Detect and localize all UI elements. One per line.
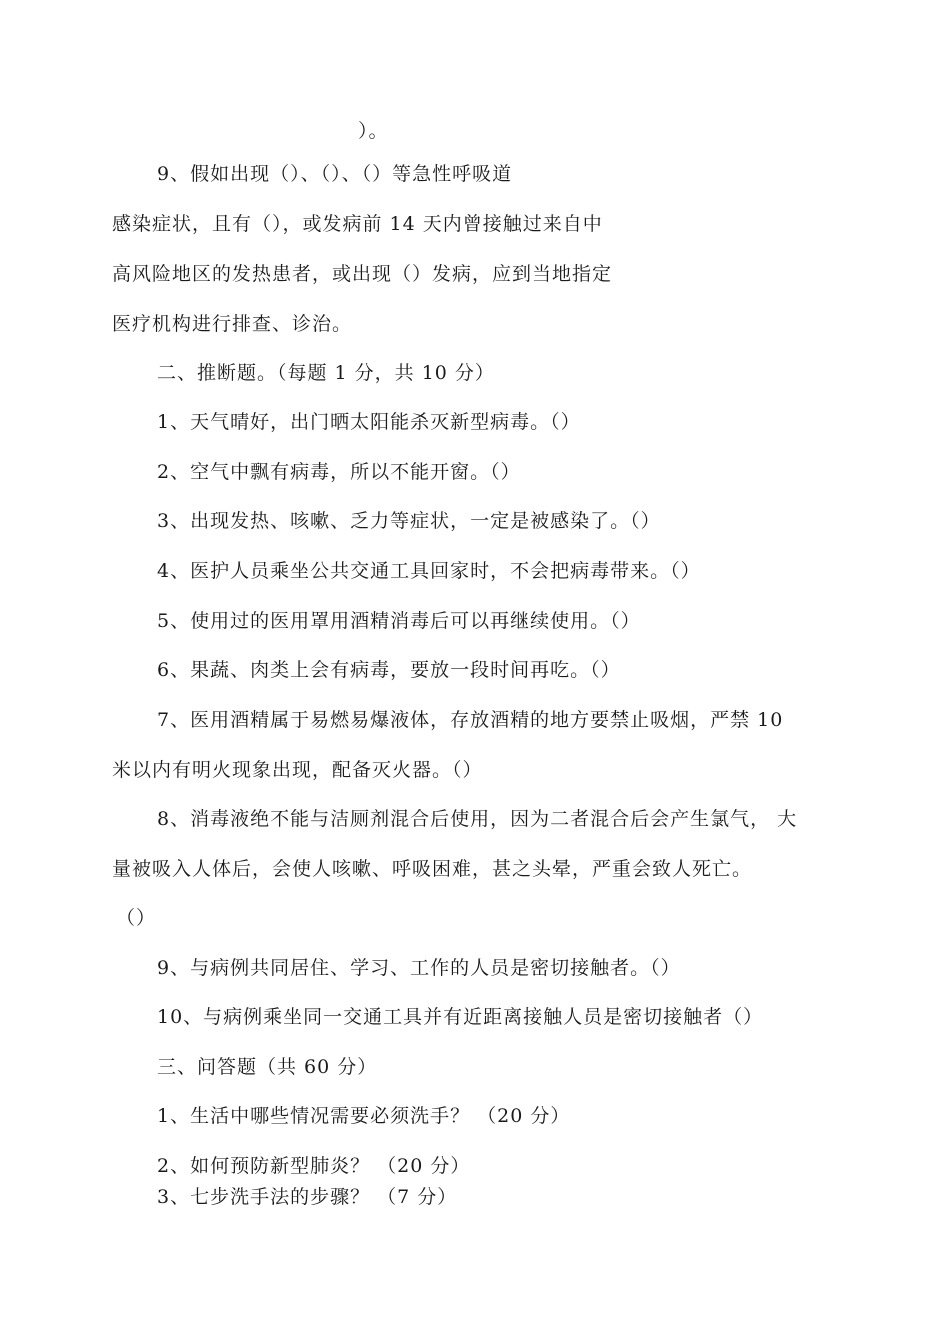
fill-in-q9-line3: 高风险地区的发热患者，或出现（）发病，应到当地指定: [112, 263, 613, 285]
tf-question-8-line1: 8、消毒液绝不能与洁厕剂混合后使用，因为二者混合后会产生氯气， 大: [157, 808, 798, 830]
qa-question-3: 3、七步洗手法的步骤？ （7 分）: [157, 1186, 458, 1208]
tf-question-9: 9、与病例共同居住、学习、工作的人员是密切接触者。（）: [157, 957, 681, 979]
section-heading-true-false: 二、推断题。（每题 1 分，共 10 分）: [157, 362, 495, 384]
qa-question-1: 1、生活中哪些情况需要必须洗手？ （20 分）: [157, 1105, 571, 1127]
qa-question-2: 2、如何预防新型肺炎？ （20 分）: [157, 1155, 471, 1177]
fill-in-q8-closing: ）。: [358, 120, 389, 142]
tf-question-2: 2、空气中飘有病毒，所以不能开窗。（）: [157, 461, 521, 483]
fill-in-q9-line4: 医疗机构进行排查、诊治。: [112, 313, 353, 335]
tf-question-7-line1: 7、医用酒精属于易燃易爆液体，存放酒精的地方要禁止吸烟，严禁 10: [157, 709, 784, 731]
fill-in-q9-line2: 感染症状，且有（），或发病前 14 天内曾接触过来自中: [112, 213, 603, 235]
tf-question-8-line2: 量被吸入人体后，会使人咳嗽、呼吸困难，甚之头晕，严重会致人死亡。: [112, 858, 753, 880]
tf-question-3: 3、出现发热、咳嗽、乏力等症状，一定是被感染了。（）: [157, 510, 661, 532]
tf-question-8-answer: （）: [116, 907, 157, 929]
tf-question-10: 10、与病例乘坐同一交通工具并有近距离接触人员是密切接触者（）: [157, 1006, 764, 1028]
tf-question-7-line2: 米以内有明火现象出现，配备灭火器。（）: [112, 759, 483, 781]
tf-question-6: 6、果蔬、肉类上会有病毒，要放一段时间再吃。（）: [157, 659, 621, 681]
tf-question-4: 4、医护人员乘坐公共交通工具回家时，不会把病毒带来。（）: [157, 560, 701, 582]
tf-question-1: 1、天气晴好，出门晒太阳能杀灭新型病毒。（）: [157, 411, 581, 433]
section-heading-qa: 三、问答题（共 60 分）: [157, 1056, 378, 1078]
tf-question-5: 5、使用过的医用罩用酒精消毒后可以再继续使用。（）: [157, 610, 641, 632]
fill-in-q9-line1: 9、假如出现（）、（）、（）等急性呼吸道: [157, 163, 513, 185]
